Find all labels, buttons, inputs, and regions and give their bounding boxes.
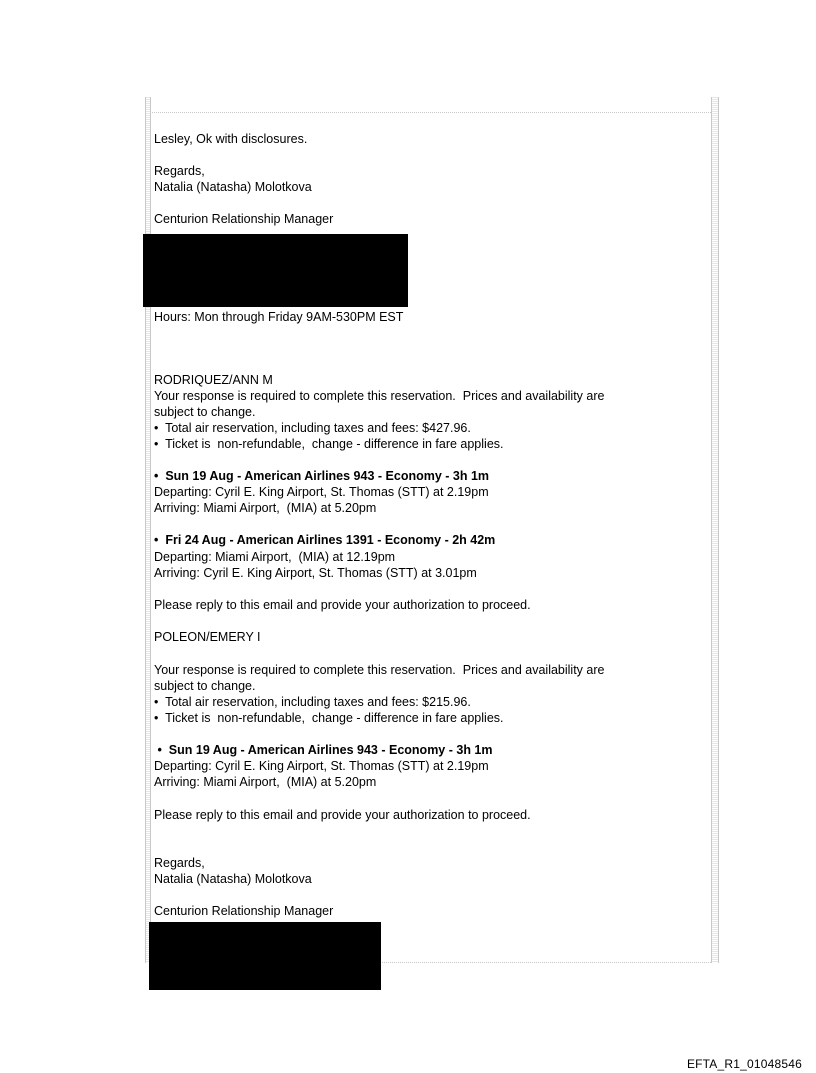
greeting-line: Lesley, Ok with disclosures. (154, 132, 308, 146)
reservation-intro: Your response is required to complete this reservation. Prices and availability are (154, 389, 605, 403)
passenger-name: POLEON/EMERY I (154, 630, 261, 644)
reservation-intro-cont: subject to change. (154, 679, 256, 693)
flight-departing: Departing: Cyril E. King Airport, St. Thomas (STT) at 2.19pm (154, 759, 489, 773)
reply-request: Please reply to this email and provide your authorization to proceed. (154, 808, 531, 822)
redaction-block (143, 234, 408, 307)
flight-arriving: Arriving: Miami Airport, (MIA) at 5.20pm (154, 501, 377, 515)
flight-heading: • Sun 19 Aug - American Airlines 943 - Economy - 3h 1m (154, 469, 490, 483)
flight-arriving: Arriving: Miami Airport, (MIA) at 5.20pm (154, 775, 377, 789)
document-id: EFTA_R1_01048546 (686, 1057, 802, 1071)
flight-arriving: Arriving: Cyril E. King Airport, St. Thomas (STT) at 3.01pm (154, 566, 477, 580)
reservation-intro-cont: subject to change. (154, 405, 256, 419)
bullet-total-price: • Total air reservation, including taxes and fees: $427.96. (154, 421, 471, 435)
flight-heading: • Fri 24 Aug - American Airlines 1391 - Economy - 2h 42m (154, 533, 496, 547)
message-frame-left-border (145, 97, 151, 963)
hours-line: Hours: Mon through Friday 9AM-530PM EST (154, 310, 404, 324)
message-frame-bottom-border (380, 962, 711, 963)
passenger-name: RODRIQUEZ/ANN M (154, 373, 273, 387)
sender-name: Natalia (Natasha) Molotkova (154, 180, 312, 194)
reply-request: Please reply to this email and provide your authorization to proceed. (154, 598, 531, 612)
sender-name: Natalia (Natasha) Molotkova (154, 872, 312, 886)
message-frame-right-border (711, 97, 719, 963)
reservation-intro: Your response is required to complete this reservation. Prices and availability are (154, 663, 605, 677)
regards-line: Regards, (154, 856, 205, 870)
redaction-block (149, 922, 381, 990)
flight-departing: Departing: Miami Airport, (MIA) at 12.19pm (154, 550, 396, 564)
flight-heading: • Sun 19 Aug - American Airlines 943 - Economy - 3h 1m (154, 743, 493, 757)
flight-departing: Departing: Cyril E. King Airport, St. Thomas (STT) at 2.19pm (154, 485, 489, 499)
bullet-total-price: • Total air reservation, including taxes and fees: $215.96. (154, 695, 471, 709)
bullet-ticket-terms: • Ticket is non-refundable, change - difference in fare applies. (154, 437, 504, 451)
bullet-ticket-terms: • Ticket is non-refundable, change - difference in fare applies. (154, 711, 504, 725)
sender-title: Centurion Relationship Manager (154, 212, 334, 226)
sender-title: Centurion Relationship Manager (154, 904, 334, 918)
regards-line: Regards, (154, 164, 205, 178)
message-frame-top-border (150, 112, 711, 113)
